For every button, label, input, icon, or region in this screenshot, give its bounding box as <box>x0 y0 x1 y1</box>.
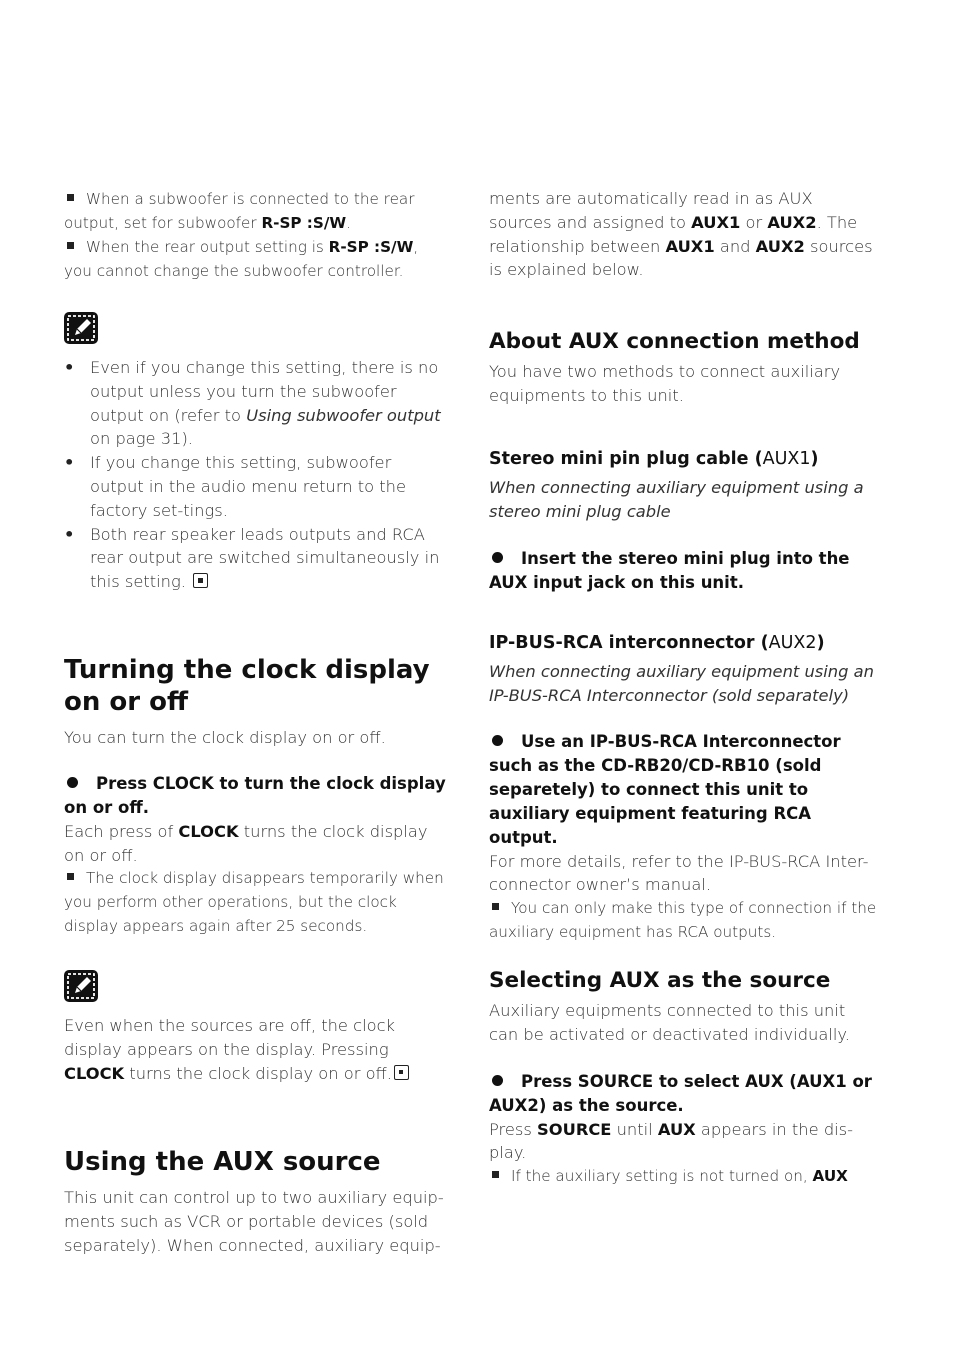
note-pencil-icon <box>64 312 98 344</box>
connection-method-section <box>489 328 879 408</box>
aux2-section <box>489 631 879 945</box>
aux2-caption: When connecting auxiliary equipment using an IP-BUS-RCA Interconnector (sold separately) <box>489 662 874 705</box>
method-intro: You have two methods to connect auxiliary equipments to this unit. <box>489 362 841 405</box>
square-bullet-icon <box>492 903 499 910</box>
square-bullet-icon <box>67 194 74 201</box>
note-item: • If you change this setting, subwoofer output in the audio menu return to the factory set-tings. <box>64 451 450 522</box>
notes-section-1 <box>64 312 450 594</box>
rear-output-bullet-1: When a subwoofer is connected to the rear output, set for subwoofer R-SP :S/W. <box>64 190 415 232</box>
section-heading: About AUX connection method <box>489 329 860 354</box>
aux-continued: ments are automatically read in as AUX sources and assigned to AUX1 or AUX2. The relationship between AUX1 and AUX2 sources is explained below. <box>489 189 873 280</box>
rear-output-bullet-2: When the rear output setting is R-SP :S/W, you cannot change the subwoofer controller. <box>64 238 419 280</box>
square-bullet-icon <box>67 873 74 880</box>
select-intro: Auxiliary equipments connected to this unit can be activated or deactivated individually. <box>489 1001 850 1044</box>
aux-section <box>64 1146 450 1257</box>
section-title: Using the AUX source <box>64 1147 381 1177</box>
select-aux-section <box>489 967 879 1189</box>
subsection-heading: IP-BUS-RCA interconnector (AUX2) <box>489 633 825 653</box>
aux2-step: Use an IP-BUS-RCA Interconnector such as the CD-RB20/CD-RB10 (sold separetely) to connect this unit to auxiliary equipment featuring RCA output. <box>489 731 841 847</box>
aux1-step: Insert the stereo mini plug into the AUX input jack on this unit. <box>489 548 850 592</box>
clock-step: Press CLOCK to turn the clock display on or off. <box>64 773 446 817</box>
aux2-bullet: You can only make this type of connection if the auxiliary equipment has RCA outputs. <box>489 899 877 941</box>
square-bullet-icon <box>492 1171 499 1178</box>
note-item: • Both rear speaker leads outputs and RCA rear output are switched simultaneously in this setting. <box>64 523 450 594</box>
end-of-section-icon <box>193 573 208 588</box>
select-bullet: If the auxiliary setting is not turned on, AUX <box>489 1165 879 1189</box>
square-bullet-icon <box>67 242 74 249</box>
select-step: Press SOURCE to select AUX (AUX1 or AUX2) as the source. <box>489 1071 872 1115</box>
step-bullet-icon <box>492 1075 503 1086</box>
step-bullet-icon <box>492 735 503 746</box>
notes-list-1 <box>64 356 450 594</box>
aux2-body: For more details, refer to the IP-BUS-RCA Inter-connector owner’s manual. <box>489 851 869 895</box>
notes-section-2 <box>64 970 450 1085</box>
aux1-section <box>489 447 879 595</box>
notes-text-2: Even when the sources are off, the clock display appears on the display. Pressing CLOCK turns the clock display on or off. <box>64 1014 450 1085</box>
note-item: • Even if you change this setting, there is no output unless you turn the subwoofer output on (refer to Using subwoofer output on page 31). <box>64 356 450 451</box>
step-bullet-icon <box>67 777 78 788</box>
note-pencil-icon <box>64 970 98 1002</box>
clock-bullet: The clock display disappears temporarily when you perform other operations, but the clock display appears again after 25 seconds. <box>64 869 444 935</box>
step-bullet-icon <box>492 552 503 563</box>
aux1-caption: When connecting auxiliary equipment using a stereo mini plug cable <box>489 478 864 521</box>
end-of-section-icon <box>394 1065 409 1080</box>
clock-intro: You can turn the clock display on or off. <box>64 728 386 747</box>
section-title: Turning the clock display on or off <box>64 655 430 717</box>
subsection-heading: Stereo mini pin plug cable (AUX1) <box>489 449 819 469</box>
clock-section <box>64 654 450 939</box>
select-body: Press SOURCE until AUX appears in the dis-play. <box>489 1119 854 1163</box>
clock-body: Each press of CLOCK turns the clock display on or off. <box>64 821 428 865</box>
section-heading: Selecting AUX as the source <box>489 968 831 993</box>
aux-intro: This unit can control up to two auxiliary equip-ments such as VCR or portable devices (sold separately). When connected, auxiliary equip- <box>64 1188 444 1255</box>
